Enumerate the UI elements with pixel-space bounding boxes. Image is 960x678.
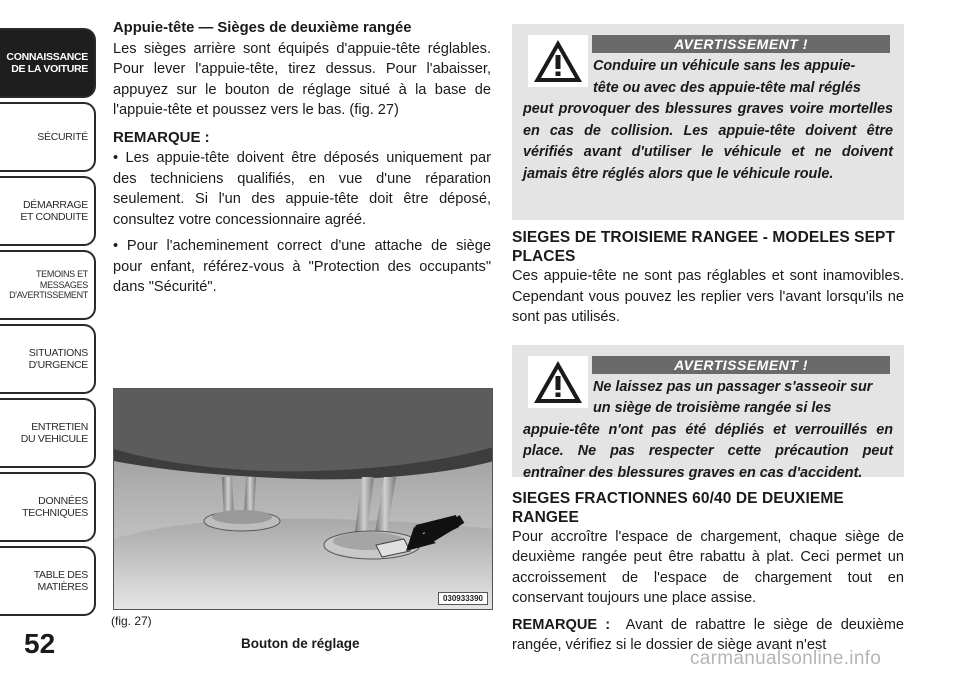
- warning-text: Ne laissez pas un passager s'asseoir sur un siège de troisième rangée si les appuie-tête n'ont pas été dépliés et verrouillés en place. Ne pas respecter cette précaution peut entraîner des blessures graves en cas d'accident.: [523, 378, 893, 481]
- watermark: carmanualsonline.info: [690, 648, 882, 669]
- figure-label: (fig. 27): [111, 614, 152, 628]
- remark-text: Avant de rabattre le siège de deuxième rangée, vérifiez si le dossier de siège avant n'est: [512, 616, 904, 653]
- warning-triangle-icon: [528, 35, 588, 87]
- tab-securite[interactable]: SÉCURITÉ: [0, 102, 96, 172]
- headrest-figure: [113, 388, 493, 610]
- body-paragraph: Pour accroître l'espace de chargement, chaque siège de deuxième rangée peut être rabattu à plat. Ceci permet un accroissement de l'espace de chargement tout en conservant toujours une place assise.: [512, 528, 904, 606]
- bullet-item: • Pour l'acheminement correct d'une attache de siège pour enfant, référez-vous à "Protection des occupants" dans "Sécurité".: [113, 238, 491, 295]
- warning-title: AVERTISSEMENT !: [592, 356, 890, 374]
- left-column: [113, 18, 491, 298]
- remark-title: REMARQUE :: [113, 128, 210, 146]
- warning-triangle-icon: [528, 356, 588, 408]
- body-paragraph: Les sièges arrière sont équipés d'appuie-tête réglables. Pour lever l'appuie-tête, tirez dessus. Pour l'abaisser, appuyez sur le bouton de réglage situé à la base de l'appuie-tête et poussez vers le bas. (fig. 27): [113, 40, 491, 118]
- warning-box: [512, 24, 904, 220]
- tab-situations[interactable]: SITUATIONS D'URGENCE: [0, 324, 96, 394]
- warning-box: [512, 345, 904, 481]
- section-heading: Appuie-tête — Sièges de deuxième rangée: [113, 20, 412, 36]
- tab-temoins[interactable]: TEMOINS ET MESSAGES D'AVERTISSEMENT: [0, 250, 96, 320]
- page-number: 52: [24, 628, 56, 659]
- warning-text: Conduire un véhicule sans les appuie- tête ou avec des appuie-tête mal réglés peut provoquer des blessures graves voire mortelles en cas de collision. Les appuie-tête doivent être vérifiés avant d'utiliser le véhicule et ne doivent jamais être réglés alors que le véhicule roule.: [523, 58, 893, 182]
- bullet-item: • Les appuie-tête doivent être déposés uniquement par des techniciens qualifiés, en vue d'une réparation seulement. Si l'un des appuie-tête doit être déposé, consultez votre concessionnaire agréé.: [113, 150, 491, 228]
- headrest-illustration: [114, 389, 493, 610]
- tab-donnees[interactable]: DONNÉES TECHNIQUES: [0, 472, 96, 542]
- tab-connaissance[interactable]: CONNAISSANCE DE LA VOITURE: [0, 28, 96, 98]
- right-column: [512, 24, 904, 656]
- body-paragraph: Ces appuie-tête ne sont pas réglables et sont inamovibles. Cependant vous pouvez les replier vers l'avant lorsqu'ils ne sont pas utilisés.: [512, 268, 904, 325]
- section-heading: SIEGES DE TROISIEME RANGEE - MODELES SEPT PLACES: [512, 229, 896, 265]
- section-heading: SIEGES FRACTIONNES 60/40 DE DEUXIEME RANGEE: [512, 489, 844, 526]
- remark-title: REMARQUE :: [512, 616, 611, 633]
- figure-code: 030933390: [438, 592, 488, 605]
- warning-title: AVERTISSEMENT !: [592, 35, 890, 53]
- figure-caption: Bouton de réglage: [241, 636, 360, 651]
- tab-demarrage[interactable]: DÉMARRAGE ET CONDUITE: [0, 176, 96, 246]
- tab-table[interactable]: TABLE DES MATIÈRES: [0, 546, 96, 616]
- tab-entretien[interactable]: ENTRETIEN DU VEHICULE: [0, 398, 96, 468]
